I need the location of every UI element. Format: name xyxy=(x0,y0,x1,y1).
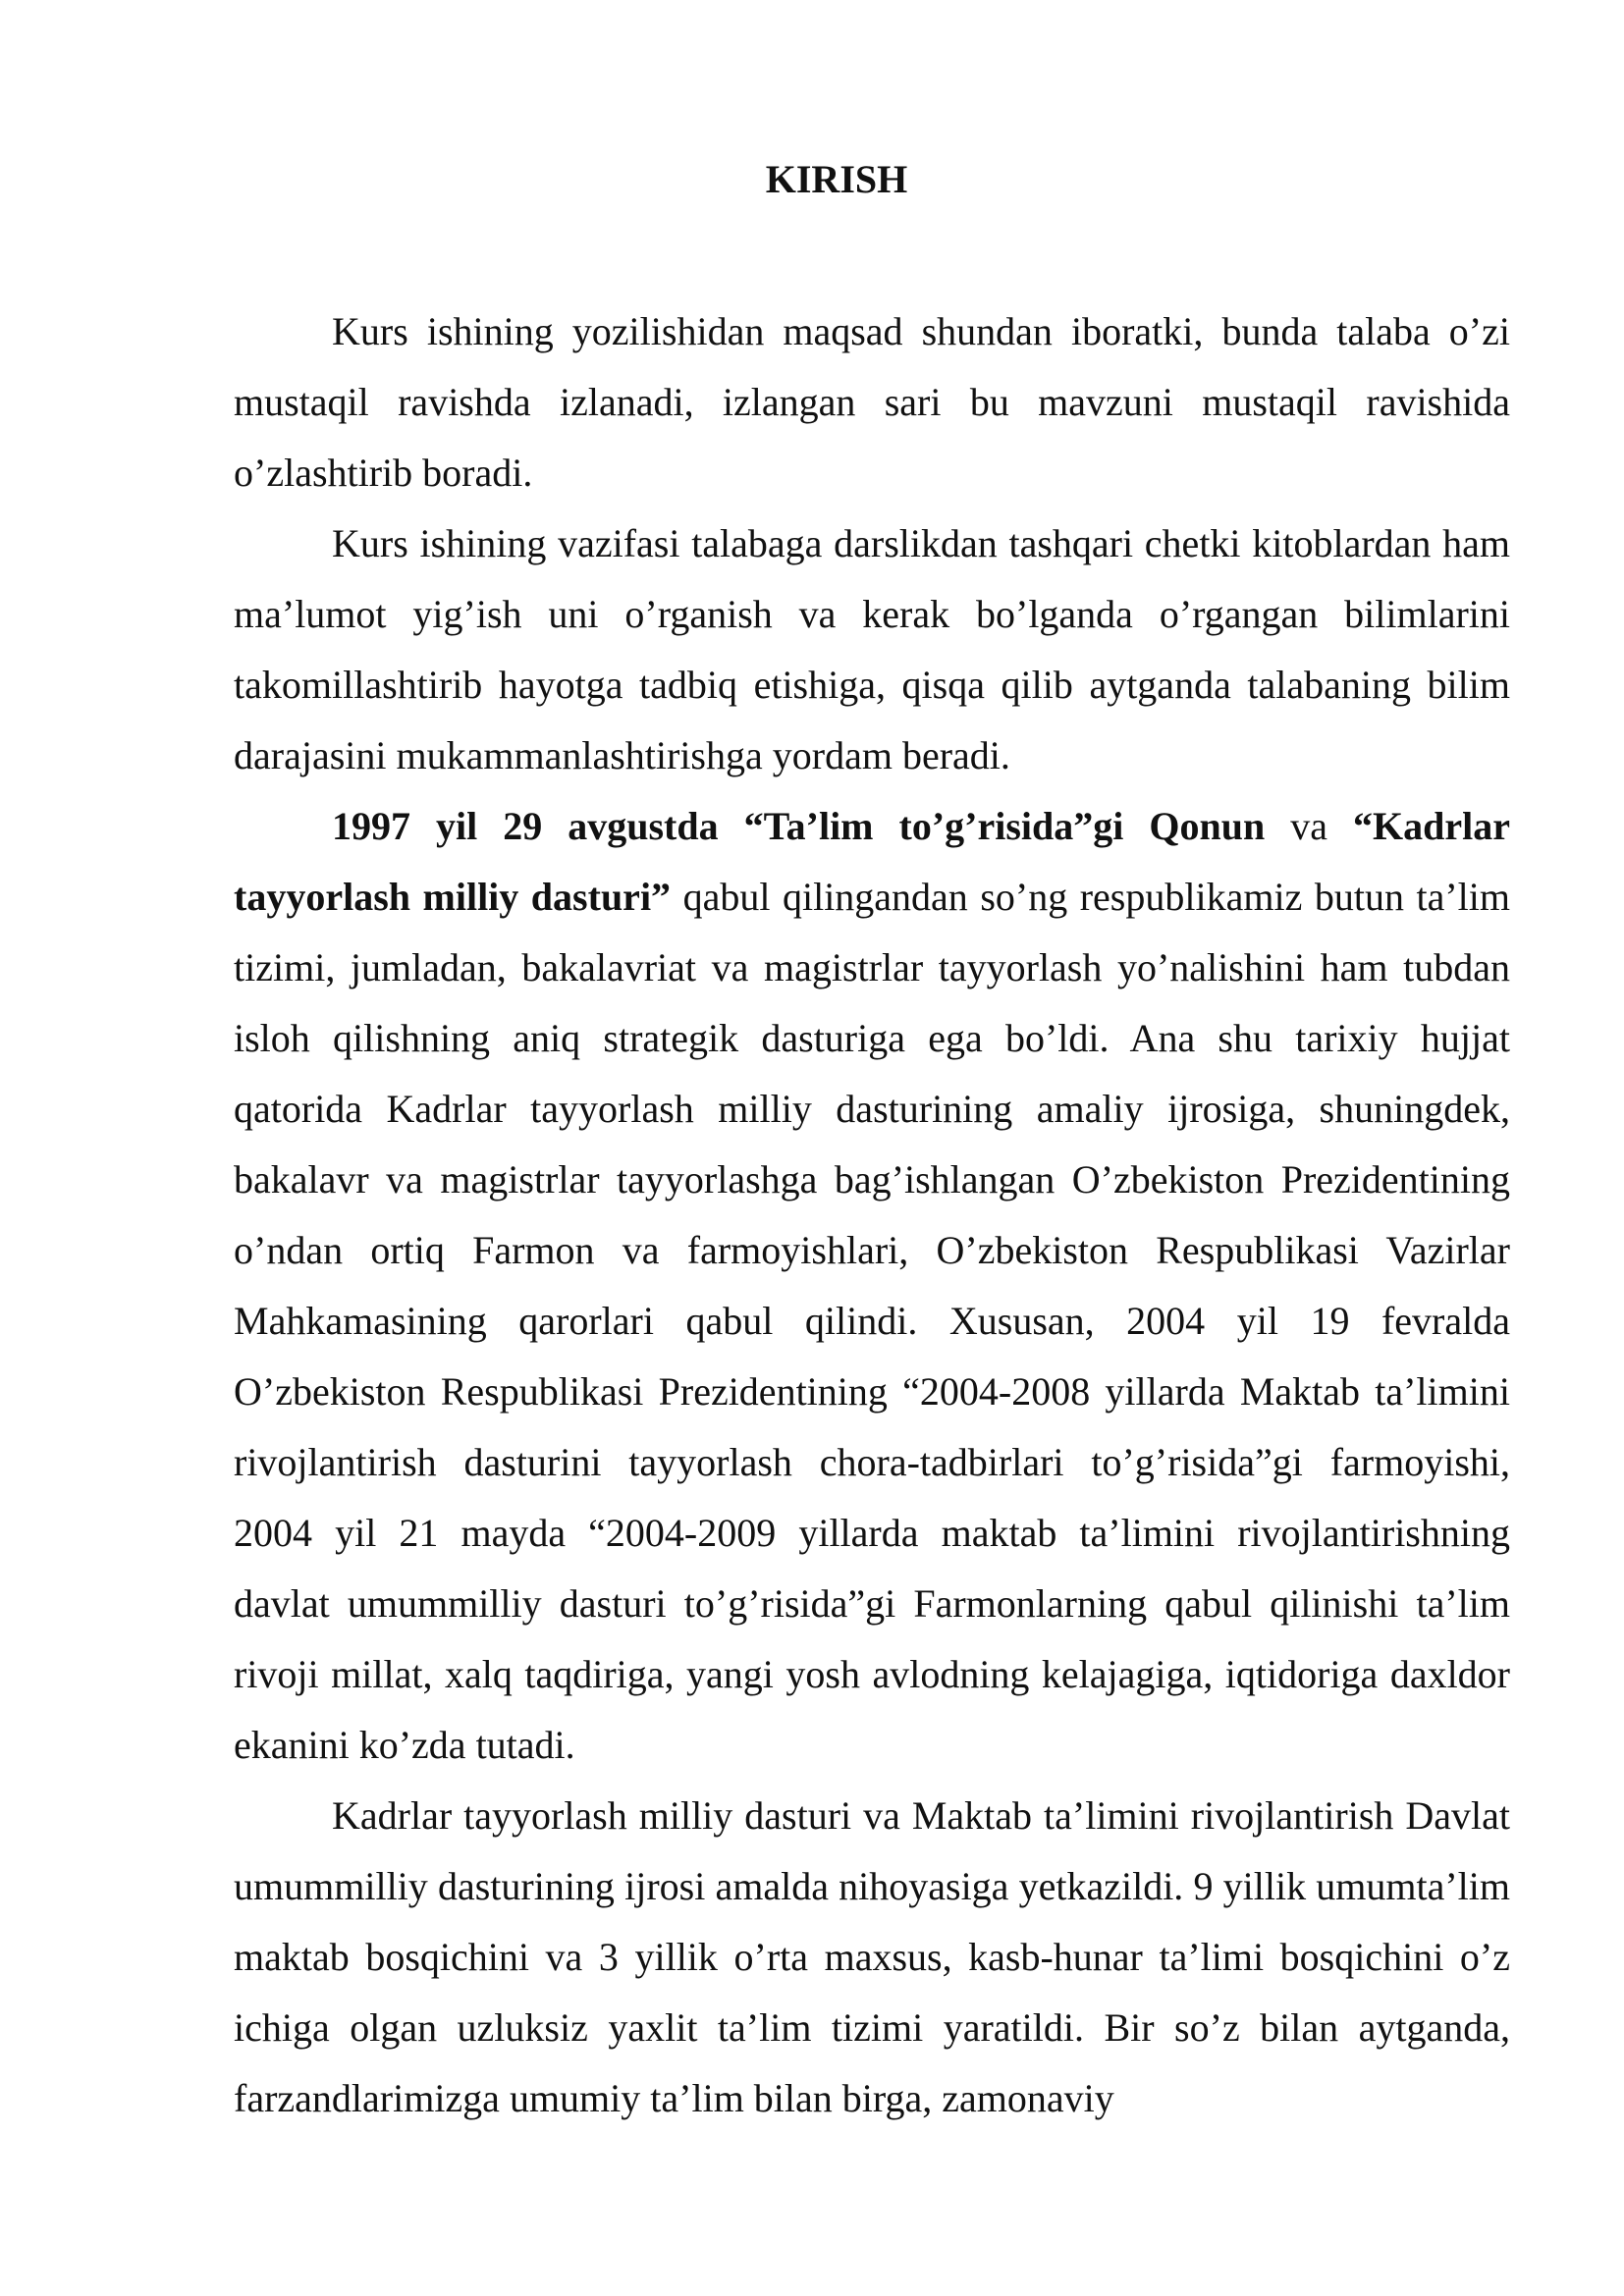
document-body xyxy=(234,296,1510,2134)
paragraph-program: Kadrlar tayyorlash milliy dasturi va Maktab ta’limini rivojlantirish Davlat umummilliy dasturining ijrosi amalda nihoyasiga yetkazildi. 9 yillik umumta’lim maktab bosqichini va 3 yillik o’rta maxsus, kasb-hunar ta’limi bosqichini o’z ichiga olgan uzluksiz yaxlit ta’lim tizimi yaratildi. Bir so’z bilan aytganda, farzandlarimizga umumiy ta’lim bilan birga, zamonaviy xyxy=(234,1793,1510,2120)
law-reference-bold: 1997 yil 29 avgustda “Ta’lim to’g’risida”gi Qonun xyxy=(332,804,1266,848)
law-paragraph-text: qabul qilingandan so’ng respublikamiz butun ta’lim tizimi, jumladan, bakalavriat va magistrlar tayyorlash yo’nalishini ham tubdan isloh qilishning aniq strategik dasturiga ega bo’ldi. Ana shu tarixiy hujjat qatorida Kadrlar tayyorlash milliy dasturining amaliy ijrosiga, shuningdek, bakalavr va magistrlar tayyorlashga bag’ishlangan O’zbekiston Prezidentining o’ndan ortiq Farmon va farmoyishlari, O’zbekiston Respublikasi Vazirlar Mahkamasining qarorlari qabul qilindi. Xususan, 2004 yil 19 fevralda O’zbekiston Respublikasi Prezidentining “2004-2008 yillarda Maktab ta’limini rivojlantirish dasturini tayyorlash chora-tadbirlari to’g’risida”gi farmoyishi, 2004 yil 21 mayda “2004-2009 yillarda maktab ta’limini rivojlantirishning davlat umummilliy dasturi to’g’risida”gi Farmonlarning qabul qilinishi ta’lim rivoji millat, xalq taqdiriga, yangi yosh avlodning kelajagiga, iqtidoriga daxldor ekanini ko’zda tutadi. xyxy=(234,875,1510,1767)
page-heading: KIRISH xyxy=(765,157,908,201)
paragraph-task: Kurs ishining vazifasi talabaga darslikdan tashqari chetki kitoblardan ham ma’lumot yig’ish uni o’rganish va kerak bo’lganda o’rgangan bilimlarini takomillashtirib hayotga tadbiq etishiga, qisqa qilib aytganda talabaning bilim darajasini mukammanlashtirishga yordam beradi. xyxy=(234,521,1510,777)
paragraph-purpose: Kurs ishining yozilishidan maqsad shundan iboratki, bunda talaba o’zi mustaqil ravishda izlanadi, izlangan sari bu mavzuni mustaqil ravishida o’zlashtirib boradi. xyxy=(234,309,1510,495)
paragraph-law xyxy=(234,791,1510,1781)
program-reference-bold: “Kadrlar tayyorlash milliy dasturi” xyxy=(234,804,1510,919)
conjunction-text: va xyxy=(1265,804,1353,848)
